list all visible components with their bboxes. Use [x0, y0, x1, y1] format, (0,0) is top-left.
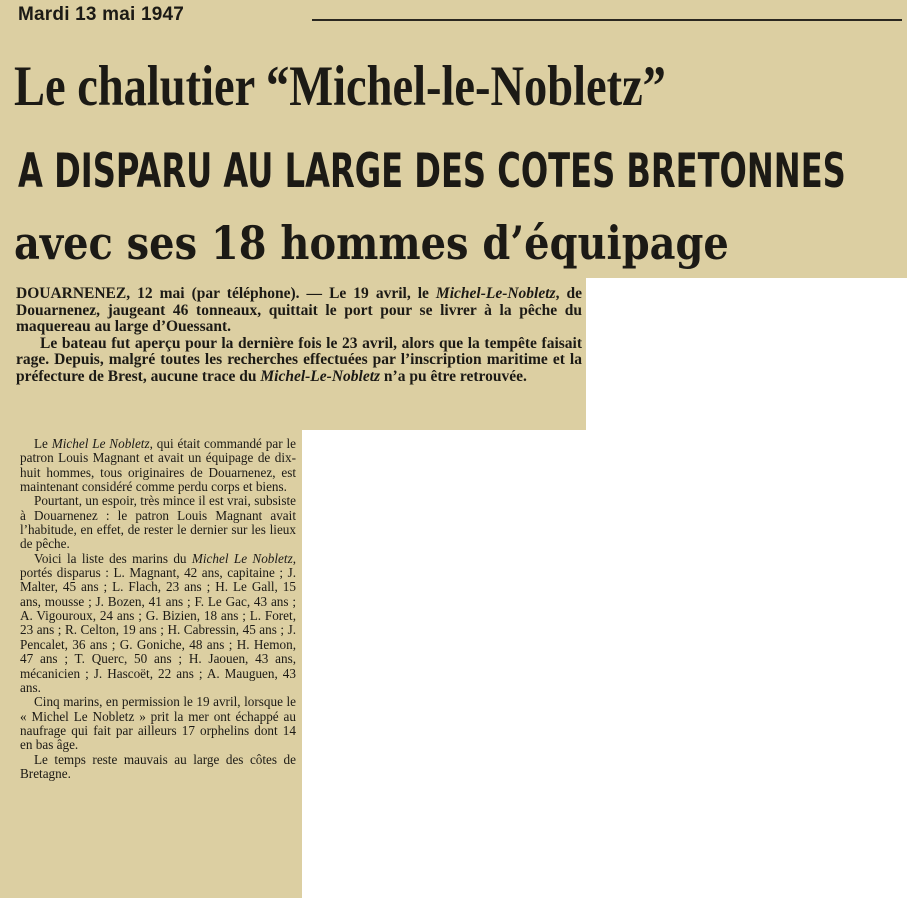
ship-name: Michel-Le-Nobletz	[435, 285, 556, 302]
lead-paragraphs	[16, 286, 582, 386]
body-text: , portés disparus : L. Magnant, 42 ans, capitaine ; J. Malter, 45 ans ; L. Flach, 23 ans ; H. Le Gall, 15 ans, mousse ; J. Bozen, 41 ans ; F. Le Gac, 43 ans ; A. Vigouroux, 24 ans ; G. Bizien, 18 ans ; L. Foret, 23 ans ; R. Celton, 19 ans ; H. Cabressin, 45 ans ; J. Pencalet, 36 ans ; G. Goniche, 48 ans ; H. Hemon, 47 ans ; T. Querc, 50 ans ; H. Jaouen, 43 ans, mécanicien ; J. Hascoët, 22 ans ; A. Mauguen, 43 ans.	[20, 550, 296, 695]
headline-crew: avec ses 18 hommes d’équipage	[14, 216, 729, 270]
lead-paragraph-1	[16, 286, 582, 336]
body-text: , qui était commandé par le patron Louis Magnant et avait un équipage de dix-huit hommes, tous originaires de Douarnenez, est maintenant considéré comme perdu corps et biens.	[20, 436, 296, 495]
body-paragraph-1	[20, 437, 296, 494]
body-paragraph-3-crew-list	[20, 552, 296, 695]
lead-text: , 12 mai (par téléphone). — Le 19 avril, le	[126, 285, 436, 302]
lead-text: Le bateau fut aperçu pour la dernière fois le 23 avril, alors que la tempête faisait rage. Depuis, malgré toutes les recherches effectuées par l’inscription maritime et la préfecture de Brest, aucune trace du	[16, 334, 582, 385]
lead-text: , de Douarnenez, jaugeant 46 tonneaux, quittait le port pour se livrer à la pêche du maquereau au large d’Ouessant.	[16, 285, 582, 336]
lead-paragraph-2	[16, 336, 582, 386]
headline-main: Le chalutier “Michel-le-Nobletz”	[14, 55, 666, 118]
lead-text: n’a pu être retrouvée.	[380, 367, 527, 385]
body-text: Voici la liste des marins du	[34, 550, 192, 566]
headline-sub: A DISPARU AU LARGE DES COTES BRETONNES	[18, 144, 846, 199]
ship-name: Michel Le Nobletz	[51, 436, 150, 451]
body-paragraph-4: Cinq marins, en permission le 19 avril, lorsque le « Michel Le Nobletz » prit la mer ont échappé au naufrage qui fait par ailleurs 17 orphelins dont 14 en bas âge.	[20, 694, 296, 753]
body-paragraph-5: Le temps reste mauvais au large des côtes de Bretagne.	[20, 751, 296, 781]
date-rule-divider	[312, 19, 902, 21]
dateline-place: DOUARNENEZ	[16, 285, 127, 302]
newspaper-date: Mardi 13 mai 1947	[18, 4, 185, 25]
ship-name: Michel-Le-Nobletz	[260, 367, 381, 385]
article-body-column	[20, 437, 296, 781]
body-text: Le	[34, 436, 52, 451]
body-paragraph-2: Pourtant, un espoir, très mince il est vrai, subsiste à Douarnenez : le patron Louis Magnant avait l’habitude, en effet, de rester le dernier sur les lieux de pêche.	[20, 493, 296, 552]
ship-name: Michel Le Nobletz	[191, 550, 293, 566]
